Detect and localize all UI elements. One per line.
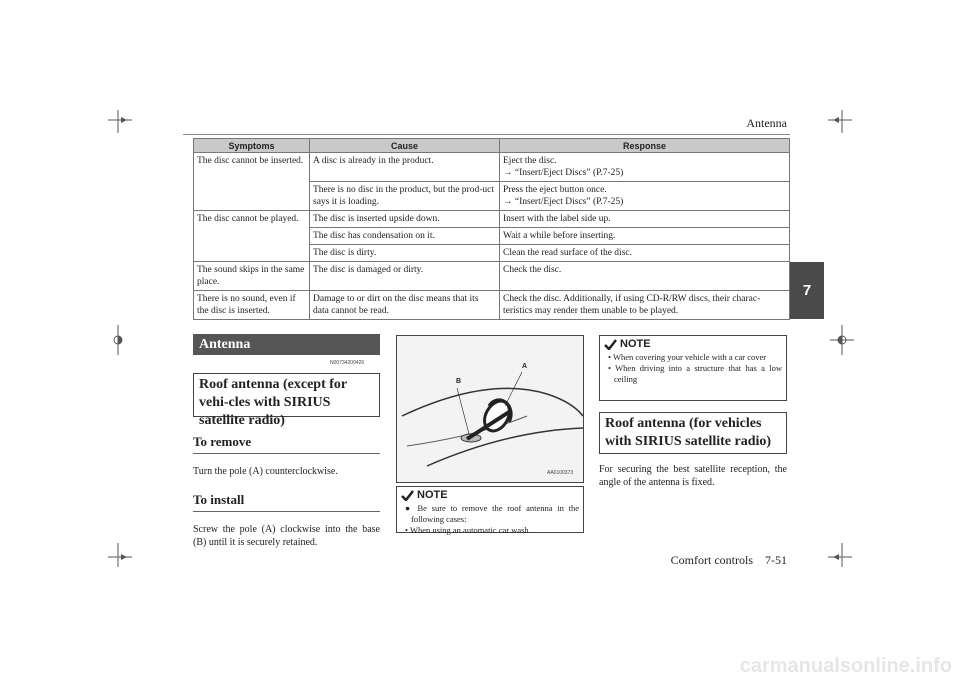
symptom-cell: The disc cannot be played. [194, 211, 310, 228]
page-number: Comfort controls 7-51 [670, 553, 787, 567]
roof-antenna-illustration [397, 336, 583, 482]
note-body [397, 503, 583, 539]
table-row [194, 211, 790, 228]
note-title: NOTE [620, 338, 651, 350]
response-cell: Eject the disc. → “Insert/Eject Discs” (P.7-25) [500, 153, 790, 182]
note-item: • When covering your vehicle with a car cover [608, 352, 767, 362]
table-row [194, 182, 790, 211]
section-bar-antenna: Antenna [193, 334, 380, 355]
cross-reference: → “Insert/Eject Discs” (P.7-25) [503, 168, 624, 178]
cause-cell: A disc is already in the product. [310, 153, 500, 182]
symptom-cell [194, 228, 310, 245]
column-header: Symptoms [194, 139, 310, 153]
note-lead: ● Be sure to remove the roof antenna in the following cases: [405, 503, 579, 524]
cause-cell: Damage to or dirt on the disc means that its data cannot be read. [310, 291, 500, 320]
sirius-antenna-text: For securing the best satellite reception, the angle of the antenna is fixed. [599, 464, 787, 488]
column-header: Cause [310, 139, 500, 153]
checkmark-icon [604, 339, 617, 350]
sirius-antenna-heading: Roof antenna (for vehicles with SIRIUS satellite radio) [599, 412, 787, 454]
note-item: • When using an automatic car wash [405, 525, 529, 535]
label-a: A [522, 363, 528, 370]
install-instructions: Screw the pole (A) clockwise into the base (B) until it is securely retained. [193, 524, 380, 548]
cause-cell: There is no disc in the product, but the prod-uct says it is loading. [310, 182, 500, 211]
troubleshooting-table [193, 138, 790, 320]
table-row [194, 228, 790, 245]
table-row [194, 291, 790, 320]
table-row [194, 153, 790, 182]
chapter-tab: 7 [790, 262, 824, 319]
bullet-icon: ● [405, 503, 418, 513]
symptom-cell: There is no sound, even if the disc is inserted. [194, 291, 310, 320]
table-header-row [194, 139, 790, 153]
table-row [194, 262, 790, 291]
note-box-cover [599, 335, 787, 401]
to-install-heading: To install [193, 492, 380, 512]
label-b: B [456, 378, 462, 385]
note-header [600, 336, 786, 352]
column-header: Response [500, 139, 790, 153]
watermark: carmanualsonline.info [739, 655, 952, 677]
page-header-title: Antenna [746, 116, 787, 130]
checkmark-icon [401, 490, 414, 501]
roof-antenna-heading: Roof antenna (except for vehi-cles with SIRIUS satellite radio) [193, 373, 380, 417]
note-box-car-wash [396, 486, 584, 533]
response-cell: Check the disc. [500, 262, 790, 291]
response-cell: Press the eject button once. → “Insert/Eject Discs” (P.7-25) [500, 182, 790, 211]
cross-reference: → “Insert/Eject Discs” (P.7-25) [503, 197, 624, 207]
figure-code: AA0100373 [547, 470, 574, 476]
note-body [600, 352, 786, 388]
header-rule [183, 134, 790, 135]
cause-cell: The disc is inserted upside down. [310, 211, 500, 228]
symptom-cell [194, 245, 310, 262]
symptom-cell: The sound skips in the same place. [194, 262, 310, 291]
to-remove-heading: To remove [193, 434, 380, 454]
cause-cell: The disc has condensation on it. [310, 228, 500, 245]
antenna-figure [396, 335, 584, 483]
response-cell: Check the disc. Additionally, if using CD-R/RW discs, their charac-teristics may render them unable to be played. [500, 291, 790, 320]
response-cell: Wait a while before inserting. [500, 228, 790, 245]
document-code: N00734200426 [330, 360, 365, 366]
symptom-cell [194, 182, 310, 211]
note-header [397, 487, 583, 503]
symptom-cell: The disc cannot be inserted. [194, 153, 310, 182]
remove-instructions: Turn the pole (A) counterclockwise. [193, 466, 338, 477]
table-row [194, 245, 790, 262]
note-item: • When driving into a structure that has a low ceiling [608, 363, 782, 384]
response-cell: Insert with the label side up. [500, 211, 790, 228]
cause-cell: The disc is dirty. [310, 245, 500, 262]
cause-cell: The disc is damaged or dirty. [310, 262, 500, 291]
note-title: NOTE [417, 489, 448, 501]
response-cell: Clean the read surface of the disc. [500, 245, 790, 262]
